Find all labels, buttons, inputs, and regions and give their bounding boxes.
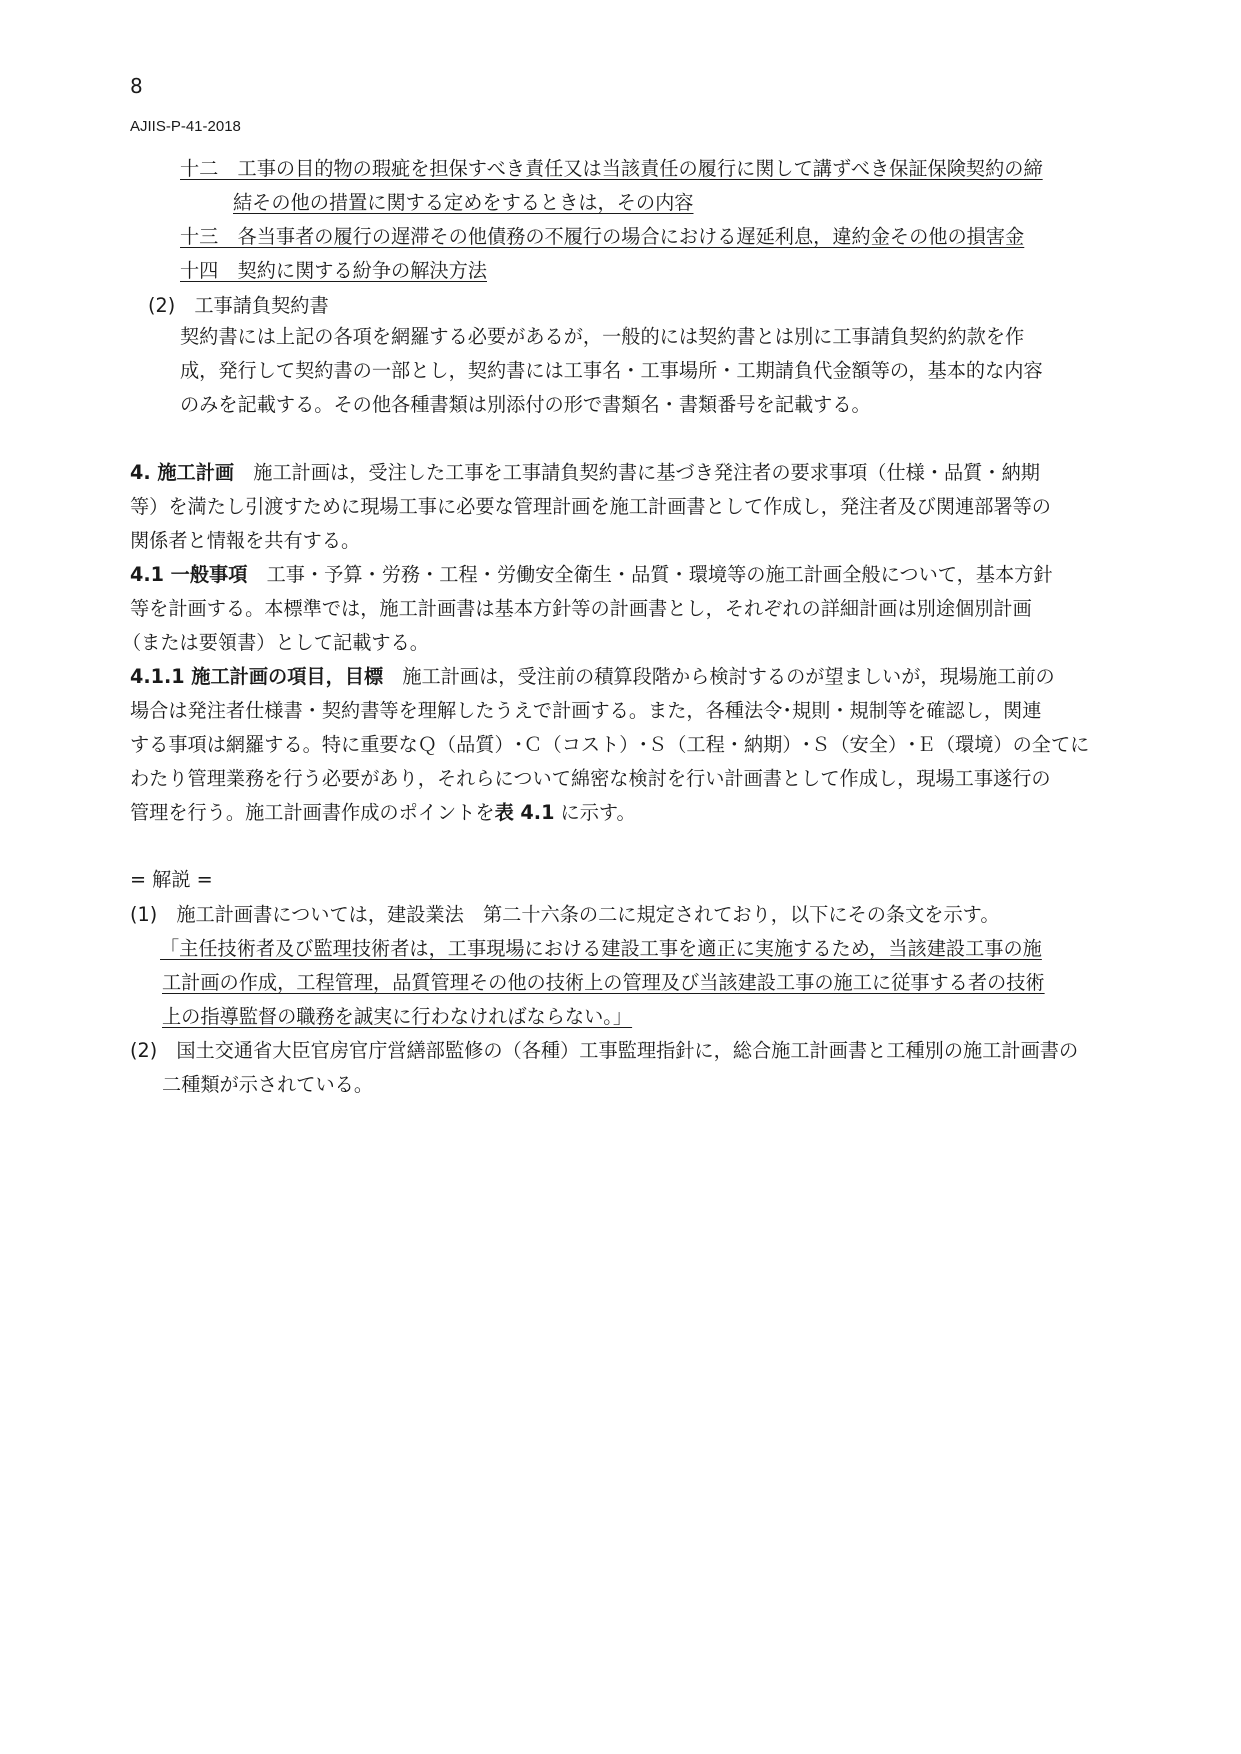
section-4-1-1-line-5-text: 管理を行う。施工計画書作成のポイントを <box>130 801 495 824</box>
document-id: AJIIS-P-41-2018 <box>130 118 241 135</box>
item-12-line-1: 十二 工事の目的物の瑕疵を担保すべき責任又は当該責任の履行に関して講ずべき保証保険契約の締 <box>180 157 1043 180</box>
item-12-line-2: 結その他の措置に関する定めをするときは，その内容 <box>233 191 694 214</box>
commentary-item-1: (1) 施工計画書については，建設業法 第二十六条の二に規定されており，以下にその条文を示す。 <box>130 903 1000 926</box>
section-4-heading: 4. 施工計画 <box>130 461 235 484</box>
section-4-line-2: 等）を満たし引渡すために現場工事に必要な管理計画を施工計画書として作成し，発注者及び関連部署等の <box>130 495 1051 518</box>
section-4-1-line-3: （または要領書）として記載する。 <box>122 631 429 654</box>
section-4-1-1-text: 施工計画は，受注前の積算段階から検討するのが望ましいが，現場施工前の <box>383 665 1055 688</box>
section-4-1-1-heading: 4.1.1 施工計画の項目，目標 <box>130 665 384 688</box>
quote-line-3: 上の指導監督の職務を誠実に行わなければならない。」 <box>162 1005 633 1028</box>
section-2-line-2: 成，発行して契約書の一部とし，契約書には工事名・工事場所・工期請負代金額等の，基本的な内容 <box>180 359 1043 382</box>
section-4-1-1-line-4: わたり管理業務を行う必要があり，それらについて綿密な検討を行い計画書として作成し，現場工事遂行の <box>130 767 1051 790</box>
section-4-line-1 <box>130 456 1040 490</box>
table-reference: 表 4.1 <box>494 801 555 824</box>
page-number: 8 <box>130 74 143 98</box>
section-2-line-3: のみを記載する。その他各種書類は別添付の形で書類名・書類番号を記載する。 <box>180 393 871 416</box>
section-2-heading: (2) 工事請負契約書 <box>148 294 329 317</box>
section-4-1-text: 工事・予算・労務・工程・労働安全衛生・品質・環境等の施工計画全般について，基本方針 <box>247 563 1053 586</box>
commentary-item-2-line-2: 二種類が示されている。 <box>162 1073 374 1096</box>
section-2-line-1: 契約書には上記の各項を網羅する必要があるが，一般的には契約書とは別に工事請負契約約款を作 <box>180 325 1025 348</box>
section-4-1-1-line-3: する事項は網羅する。特に重要なＱ（品質）･Ｃ（コスト）･Ｓ（工程・納期）･Ｓ（安全）･Ｅ（環境）の全てに <box>130 733 1090 756</box>
section-4-1-line-1 <box>130 558 1053 592</box>
section-4-1-1-line-1 <box>130 660 1055 694</box>
section-4-1-1-line-2: 場合は発注者仕様書・契約書等を理解したうえで計画する。また，各種法令･規則・規制等を確認し，関連 <box>130 699 1042 722</box>
section-4-1-heading: 4.1 一般事項 <box>130 563 248 586</box>
section-4-1-1-line-5 <box>130 796 636 830</box>
section-4-1-line-2: 等を計画する。本標準では，施工計画書は基本方針等の計画書とし，それぞれの詳細計画は別途個別計画 <box>130 597 1032 620</box>
quote-line-2: 工計画の作成，工程管理，品質管理その他の技術上の管理及び当該建設工事の施工に従事する者の技術 <box>162 971 1045 994</box>
commentary-item-2-line-1: (2) 国土交通省大臣官房官庁営繕部監修の（各種）工事監理指針に，総合施工計画書と工種別の施工計画書の <box>130 1039 1079 1062</box>
section-4-text: 施工計画は，受注した工事を工事請負契約書に基づき発注者の要求事項（仕様・品質・納期 <box>234 461 1040 484</box>
commentary-heading: = 解説 = <box>130 868 213 891</box>
item-14: 十四 契約に関する紛争の解決方法 <box>180 259 487 282</box>
section-4-line-3: 関係者と情報を共有する。 <box>130 529 361 552</box>
section-4-1-1-line-5-end: に示す。 <box>554 801 636 824</box>
item-13: 十三 各当事者の履行の遅滞その他債務の不履行の場合における遅延利息，違約金その他の損害金 <box>180 225 1025 248</box>
quote-line-1: 「主任技術者及び監理技術者は，工事現場における建設工事を適正に実施するため，当該建設工事の施 <box>160 937 1042 960</box>
